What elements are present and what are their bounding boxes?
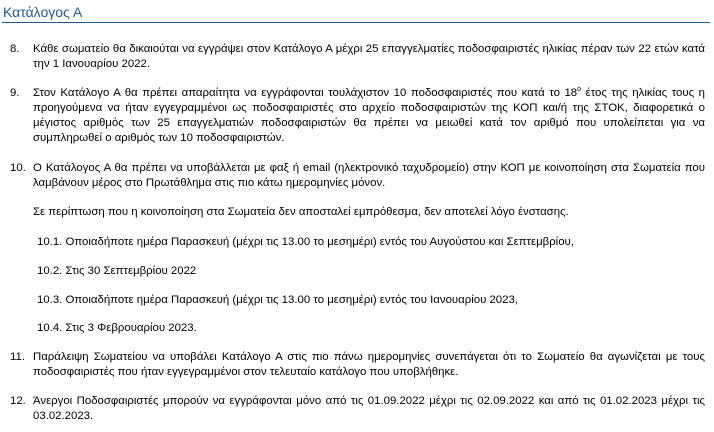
item-11-text: Παράλειψη Σωματείου να υποβάλει Κατάλογο Α στις πιο πάνω ημερομηνίες συνεπάγεται ότι το Σωματείο θα αγωνίζεται με τους ποδοσφαιριστές που ήταν εγγεγραμμένοι στον τελευταίο κατάλογο που υποβλήθηκε.	[33, 351, 705, 378]
item-10-3: 10.3. Οποιαδήποτε ημέρα Παρασκευή (μέχρι τις 13.00 το μεσημέρι) εντός του Ιανουαρίου 2023,	[37, 294, 518, 306]
item-10-1: 10.1. Οποιαδήποτε ημέρα Παρασκευή (μέχρι τις 13.00 το μεσημέρι) εντός του Αυγούστου και Σεπτεμβρίου,	[37, 236, 574, 248]
item-11-number: 11.	[10, 351, 25, 363]
section-title: Κατάλογος Α	[3, 4, 83, 20]
item-8-number: 8.	[10, 43, 20, 55]
item-12-text: Άνεργοι Ποδοσφαιριστές μπορούν να εγγράφονται μόνο από τις 01.09.2022 μέχρι τις 02.09.2022 και από τις 01.02.2023 μέχρι τις 03.02.2023.	[33, 395, 705, 422]
item-10-4: 10.4. Στις 3 Φεβρουαρίου 2023.	[37, 322, 197, 334]
item-9-text	[33, 86, 705, 146]
item-9-superscript: ο	[577, 86, 582, 94]
item-10-text: Ο Κατάλογος Α θα πρέπει να υποβάλλεται με φαξ ή email (ηλεκτρονικό ταχυδρομείο) στην ΚΟΠ με κοινοποίηση στα Σωματεία που λαμβάνουν μέρος στο Πρωτάθλημα στις πιο κάτω ημερομηνίες μόνον.	[33, 162, 705, 189]
item-9-number: 9.	[10, 87, 20, 99]
item-8-text: Κάθε σωματείο θα δικαιούται να εγγράψει στον Κατάλογο Α μέχρι 25 επαγγελματίες ποδοσφαιριστές ηλικίας πέραν των 22 ετών κατά την 1 Ιανουαρίου 2022.	[33, 43, 705, 70]
item-9-text-part2: έτος της ηλικίας τους η προηγούμενα να ήταν εγγεγραμμένοι ως ποδοσφαιριστές στο αρχείο ποδοσφαιριστών της ΚΟΠ και/ή της ΣΤΟΚ, διαφορετικά ο μέγιστος αριθμός των 25 επαγγελματιών ποδοσφαιριστών θα πρέπει να μειωθεί κατά τον αριθμό που υπολείπεται για να συμπληρωθεί ο αριθμός των 10 ποδοσφαιριστών.	[33, 87, 705, 144]
item-10-note: Σε περίπτωση που η κοινοποίηση στα Σωματεία δεν αποσταλεί εμπρόθεσμα, δεν αποτελεί λόγο ένστασης.	[33, 206, 569, 218]
item-10-2: 10.2. Στις 30 Σεπτεμβρίου 2022	[37, 265, 197, 277]
item-12-number: 12.	[10, 395, 26, 407]
item-9-text-part1: Στον Κατάλογο Α θα πρέπει απαραίτητα να εγγράφονται τουλάχιστον 10 ποδοσφαιριστές που κατά το 18	[33, 87, 578, 99]
item-10-number: 10.	[10, 162, 26, 174]
section-heading	[2, 4, 710, 23]
